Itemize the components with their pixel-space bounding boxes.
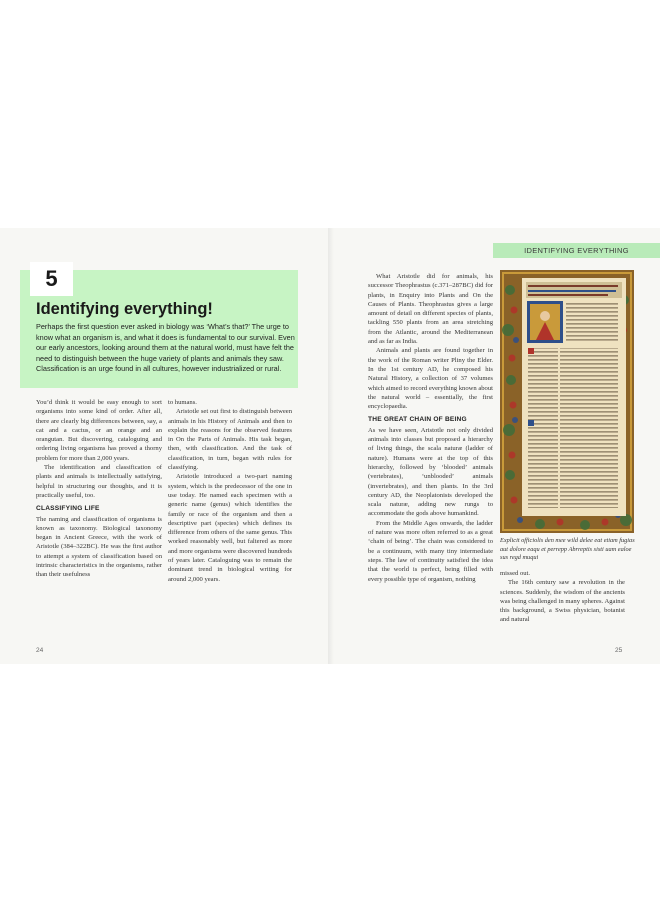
- paragraph: Aristotle set out first to distinguish between animals in his History of Animals and then to explain the reasons for the observed features in On the Parts of Animals. His task began, then, with classification. And the task of classification, in turn, began with rules for classifying.: [168, 408, 292, 472]
- chapter-number: 5: [30, 262, 73, 296]
- running-head: IDENTIFYING EVERYTHING: [493, 243, 660, 258]
- paragraph: Aristotle introduced a two-part naming system, which is the predecessor of the one in use today. He named each specimen with a generic name (genus) which identifies the family or race of the organism and then a descriptive part (species) which defines its difference from others of the same genus. This worked reasonably well, but faltered as more and more organisms were discovered hundreds of years later. Cataloguing was to remain the dominant trend in biological writing for around 2,000 years.: [168, 473, 292, 583]
- illuminated-manuscript-image: [500, 270, 634, 533]
- right-page-column-1: [368, 272, 493, 584]
- paragraph: The naming and classification of organisms is known as taxonomy. Biological taxonomy began in Ancient Greece, with the work of Aristotle (384–322BC). He was the first author to attempt a system of classification based on intrinsic characteristics in the organisms, rather than their usefulness: [36, 515, 162, 579]
- paragraph: Animals and plants are found together in the work of the Roman writer Pliny the Elder. In the 1st century AD, he composed his Natural History, a collection of 37 volumes which aimed to record everything known about the natural world – essentially, the first encyclopaedia.: [368, 347, 493, 411]
- paragraph: From the Middle Ages onwards, the ladder of nature was more often referred to as a great ‘chain of being’. The chain was considered to be a continuum, with many tiny intermediate steps. The law of continuity satisfied the idea that the world is perfect, being filled with every possible type of organism, nothing: [368, 519, 493, 583]
- paragraph: As we have seen, Aristotle not only divided animals into classes but proposed a hierarchy of living things, the scala naturæ (ladder of nature). Humans were at the top of this hierarchy, followed by ‘blooded’ animals (vertebrates), ‘unblooded’ animals (invertebrates), and then plants. In the 3rd century AD, the Neoplatonists developed the scala naturæ, adding new rungs to accommodate the gods above humankind.: [368, 426, 493, 518]
- chapter-title: Identifying everything!: [36, 300, 213, 318]
- paragraph: to humans.: [168, 399, 197, 406]
- section-heading: CLASSIFYING LIFE: [36, 505, 100, 513]
- page-number-left: 24: [36, 647, 44, 654]
- manuscript-illustration: [500, 270, 634, 533]
- paragraph: You’d think it would be easy enough to sort organisms into some kind of order. After all, there are clearly big differences between, say, a cat and a cactus, or an orange and an orangutan. But discovering, cataloguing and ordering living organisms has proved a thorny problem for more than 2,000 years.: [36, 399, 162, 462]
- left-page-column-1: [36, 398, 162, 580]
- paragraph: What Aristotle did for animals, his successor Theophrastus (c.371–287BC) did for plants, in Enquiry into Plants and On the Causes of Plants. Theophrastus gives a large amount of detail on different species of plants, tackling 550 plants from an area stretching from the Atlantic, around the Mediterranean and as far as India.: [368, 273, 493, 346]
- right-page-column-2: [500, 569, 625, 625]
- page-number-right: 25: [615, 647, 623, 654]
- paragraph: The identification and classification of plants and animals is intellectually satisfying, helpful in structuring our thoughts, and it is practically useful, too.: [36, 464, 162, 499]
- chapter-intro: Perhaps the first question ever asked in biology was ‘What’s that?’ The urge to know what an organism is, and what it does is fundamental to our survival. Even our early ancestors, looking around them at the natural world, must have felt the need to distinguish between the huge variety of plants and animals they saw. Classification is an urge found in all cultures, however industrialized or rural.: [36, 322, 295, 374]
- image-caption: Explicit officiolis den mee wild delee eat etiam fugias aut dolore eaqu et perrepp Abrreptis sisti uam ealoe sus regd muqui: [500, 537, 635, 562]
- paragraph: The 16th century saw a revolution in the sciences. Suddenly, the wisdom of the ancients was being challenged in many spheres. Against this background, a Swiss physician, botanist and natural: [500, 579, 625, 624]
- book-gutter: [328, 228, 334, 664]
- left-page-column-2: [168, 398, 292, 584]
- paragraph: missed out.: [500, 570, 531, 577]
- section-heading: THE GREAT CHAIN OF BEING: [368, 416, 467, 424]
